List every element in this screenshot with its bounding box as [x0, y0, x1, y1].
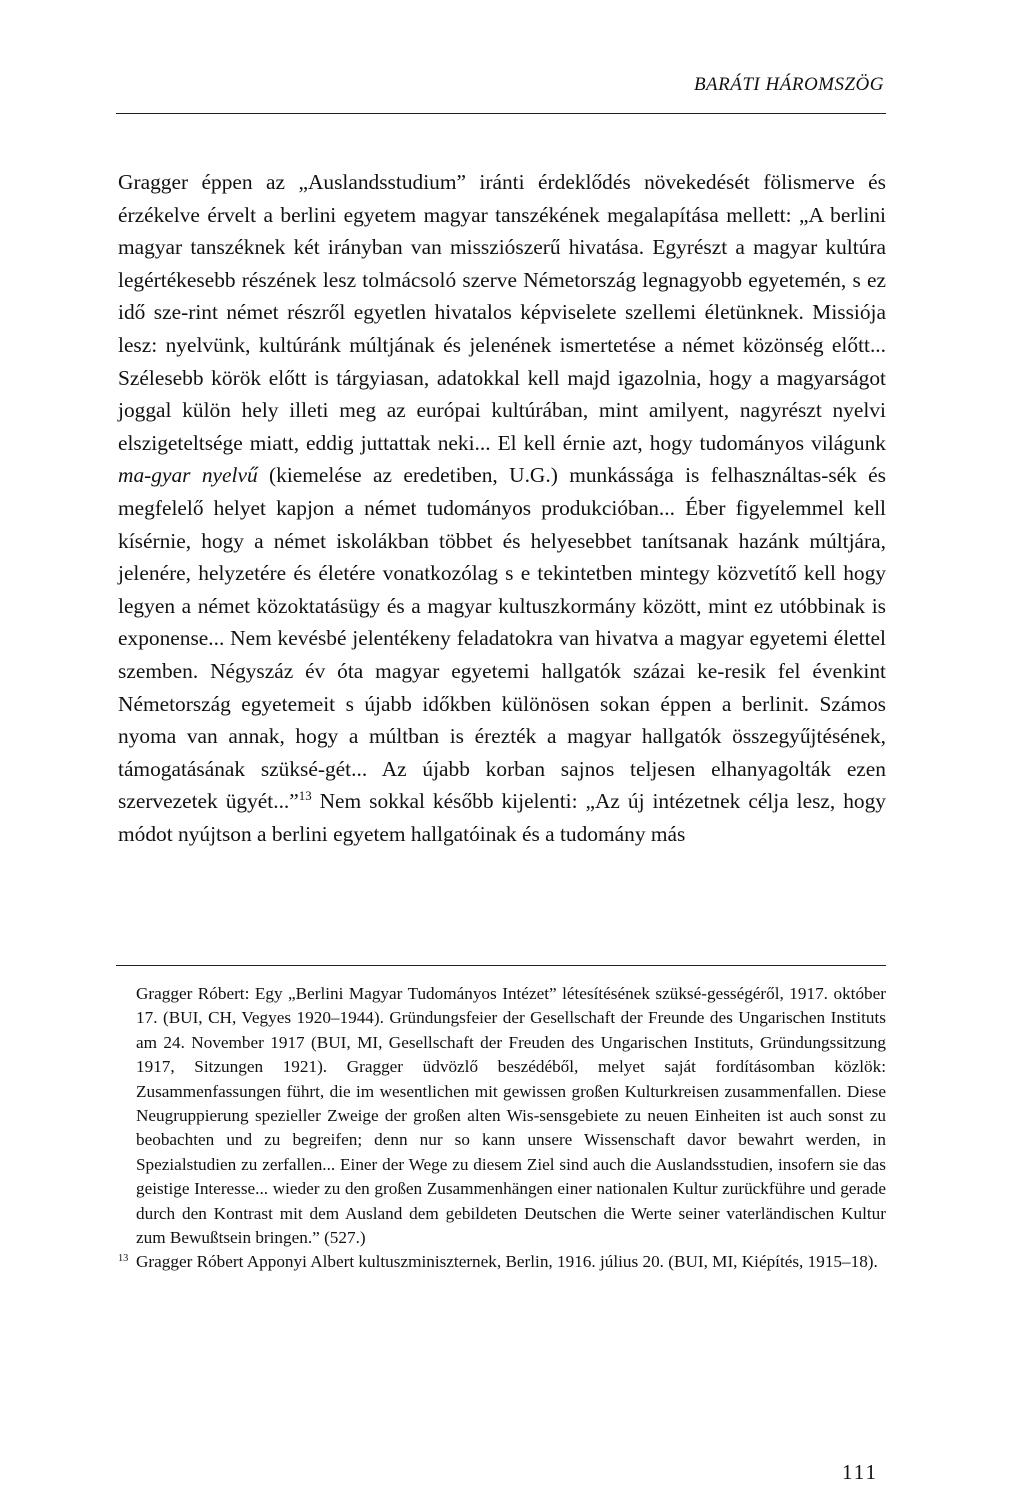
- body-text-part-2: (kiemelése az eredetiben, U.G.) munkássága is felhasználtas-sék és megfelelő helyet kapjon a német tudományos produkcióban... Éber figyelemmel kell kísérnie, hogy a német iskolákban többet és helyesebbet tanítsanak hazánk múltjára, jelenére, helyzetére és életére vonatkozólag s e tekintetben mintegy közvetítő kell hogy legyen a német közoktatásügy és a magyar kultuszkormány között, mint ez utóbbinak is exponense... Nem kevésbé jelentékeny feladatokra van hivatva a magyar egyetemi élettel szemben. Négyszáz év óta magyar egyetemi hallgatók százai ke-resik fel évenkint Németország egyetemeit s újabb időkben különösen sokan éppen a berlinit. Számos nyoma van annak, hogy a múltban is érezték a magyar hallgatók összegyűjtésének, támogatásának szüksé-gét... Az újabb korban sajnos teljesen elhanyagolták ezen szervezetek ügyét...”: [118, 463, 887, 814]
- page-number: 111: [842, 1460, 878, 1484]
- body-text-part-3: Nem sokkal később kijelenti: „Az új intézetnek célja lesz, hogy módot nyújtson a berlini egyetem hallgatóinak és a tudomány más: [118, 789, 887, 846]
- body-text-part-1: Gragger éppen az „Auslandsstudium” iránti érdeklődés növekedését fölismerve és érzékelve érvelt a berlini egyetem magyar tanszékének megalapítása mellett: „A berlini magyar tanszéknek két irányban van missziószerű hivatása. Egyrészt a magyar kultúra legértékesebb részének lesz tolmácsoló szerve Németország legnagyobb egyetemén, s ez idő sze-rint német részről egyetlen hivatalos képviselete szellemi életünknek. Missiója lesz: nyelvünk, kultúránk múltjának és jelenének ismertetése a német közönség előtt... Szélesebb körök előtt is tárgyiasan, adatokkal kell majd igazolnia, hogy a magyarságot joggal külön hely illeti meg az európai kultúrában, mint amilyent, nagyrészt nyelvi elszigeteltsége miatt, eddig juttattak neki... El kell érnie azt, hogy tudományos világunk: [118, 170, 886, 455]
- footnotes: [118, 982, 886, 1275]
- footnote-13-text: Gragger Róbert Apponyi Albert kultuszminiszternek, Berlin, 1916. július 20. (BUI, MI, Kiépítés, 1915–18).: [136, 1252, 878, 1272]
- footnote-rule: [116, 965, 886, 966]
- main-paragraph: [118, 166, 886, 850]
- body-text-italic: ma-gyar nyelvű: [118, 463, 258, 488]
- footnote-13: $^{13}$ Gragger Róbert Apponyi Albert kultuszminiszternek, Berlin, 1916. július 20. (BUI, MI, Kiépítés, 1915–18).: [118, 1252, 878, 1272]
- footnote-12: Gragger Róbert: Egy „Berlini Magyar Tudományos Intézet” létesítésének szüksé-gességéről, 1917. október 17. (BUI, CH, Vegyes 1920–1944). Gründungsfeier der Gesellschaft der Freunde des Ungarischen Instituts am 24. November 1917 (BUI, MI, Gesellschaft der Freuden des Ungarischen Instituts, Gründungssitzung 1917, Sitzungen 1921). Gragger üdvözlő beszédéből, melyet saját fordításomban közlök: Zusammenfassungen führt, die im wesentlichen mit gewissen großen Kulturkreisen zusammenfallen. Diese Neugruppierung spezieller Zweige der großen alten Wis-sensgebiete zu neuen Einheiten ist auch sonst zu beobachten und zu begreifen; denn nur so kann unsere Wissenschaft davor bewahrt werden, in Spezialstudien zu zerfallen... Einer der Wege zu diesem Ziel sind auch die Auslandsstudien, insofern sie das geistige Interesse... wieder zu den großen Zusammenhängen einer nationalen Kultur zurückführe und gerade durch den Kontrast mit dem Ausland dem gebildeten Deutschen die Werte seiner vaterländischen Kultur zum Bewußtsein bringen.” (527.): [136, 984, 886, 1248]
- header-rule: [116, 113, 886, 114]
- running-head: BARÁTI HÁROMSZÖG: [693, 74, 884, 95]
- footnote-reference: 13: [298, 789, 312, 804]
